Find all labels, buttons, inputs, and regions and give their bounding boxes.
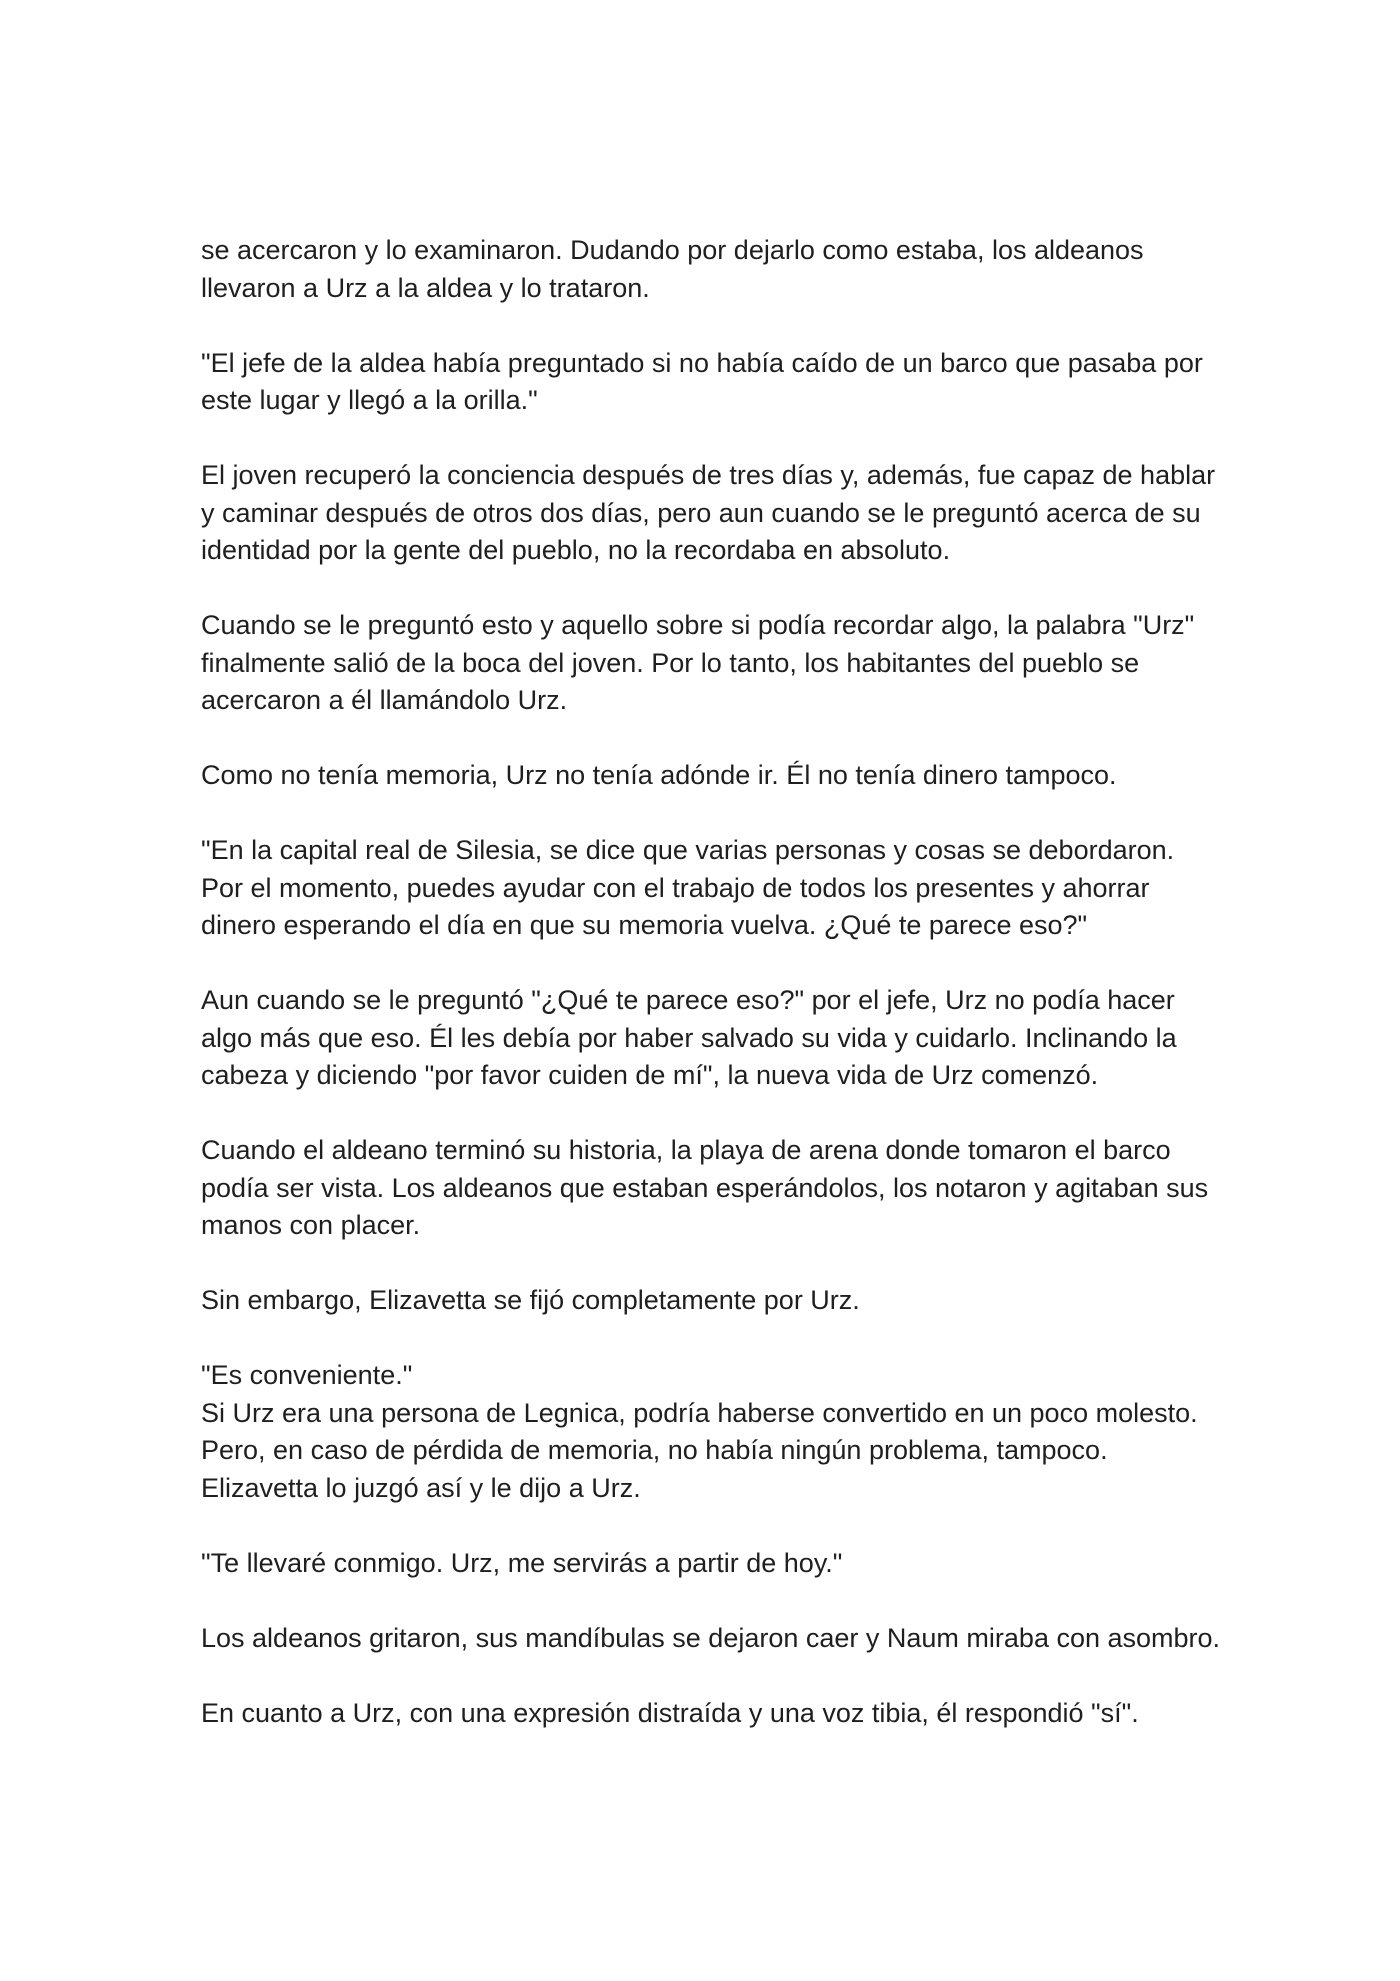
paragraph-8: Cuando el aldeano terminó su historia, la playa de arena donde tomaron el barco podía ser vista. Los aldeanos que estaban esperándolos, los notaron y agitaban sus manos con placer.	[201, 1135, 1209, 1240]
paragraph-13: Los aldeanos gritaron, sus mandíbulas se dejaron caer y Naum miraba con asombro.	[201, 1622, 1221, 1653]
paragraph-12: "Te llevaré conmigo. Urz, me servirás a partir de hoy."	[201, 1547, 843, 1578]
paragraph-5: Como no tenía memoria, Urz no tenía adónde ir. Él no tenía dinero tampoco.	[201, 760, 1117, 790]
paragraph-4: Cuando se le preguntó esto y aquello sobre si podía recordar algo, la palabra "Urz" finalmente salió de la boca del joven. Por lo tanto, los habitantes del pueblo se acercaron a él llamándolo Urz.	[201, 610, 1195, 715]
paragraph-11: Si Urz era una persona de Legnica, podría haberse convertido en un poco molesto. Pero, en caso de pérdida de memoria, no había ningún problema, tampoco. Elizavetta lo juzgó así y le dijo a Urz.	[201, 1397, 1198, 1503]
document-page	[201, 232, 1221, 1770]
paragraph-3: El joven recuperó la conciencia después de tres días y, además, fue capaz de hablar y caminar después de otros dos días, pero aun cuando se le preguntó acerca de su identidad por la gente del pueblo, no la recordaba en absoluto.	[201, 460, 1216, 565]
paragraph-7: Aun cuando se le preguntó "¿Qué te parece eso?" por el jefe, Urz no podía hacer algo más que eso. Él les debía por haber salvado su vida y cuidarlo. Inclinando la cabeza y diciendo "por favor cuiden de mí", la nueva vida de Urz comenzó.	[201, 985, 1177, 1090]
paragraph-1: se acercaron y lo examinaron. Dudando por dejarlo como estaba, los aldeanos llevaron a Urz a la aldea y lo trataron.	[201, 235, 1144, 303]
paragraph-2: "El jefe de la aldea había preguntado si no había caído de un barco que pasaba por este lugar y llegó a la orilla."	[201, 347, 1203, 415]
paragraph-10: "Es conveniente."	[201, 1360, 413, 1390]
paragraph-6: "En la capital real de Silesia, se dice que varias personas y cosas se debordaron. Por el momento, puedes ayudar con el trabajo de todos los presentes y ahorrar dinero esperando el día en que su memoria vuelva. ¿Qué te parece eso?"	[201, 835, 1175, 940]
paragraph-14: En cuanto a Urz, con una expresión distraída y una voz tibia, él respondió "sí".	[201, 1697, 1139, 1728]
paragraph-9: Sin embargo, Elizavetta se fijó completamente por Urz.	[201, 1285, 860, 1315]
